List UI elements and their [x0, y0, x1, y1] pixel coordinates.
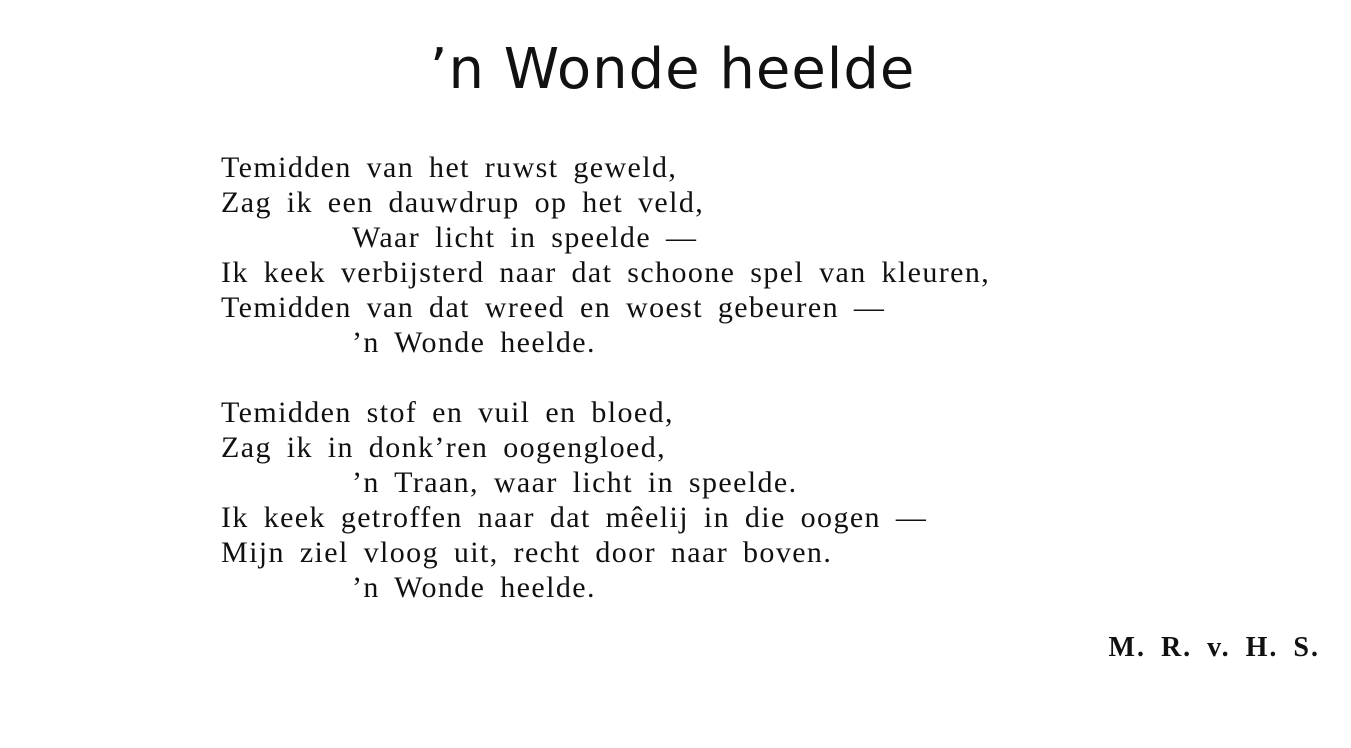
poem-line: Ik keek verbijsterd naar dat schoone spel van kleuren, [221, 256, 991, 289]
poem-line: Zag ik een dauwdrup op het veld, [221, 186, 705, 219]
author-signature: M. R. v. H. S. [1108, 632, 1320, 663]
stanza-2 [221, 395, 990, 605]
stanza-1 [221, 150, 990, 360]
poem-line: Zag ik in donk’ren oogengloed, [221, 431, 667, 464]
poem-line: Mijn ziel vloog uit, recht door naar boven. [221, 536, 833, 569]
poem-line: Temidden van dat wreed en woest gebeuren — [221, 291, 886, 324]
poem-line: Temidden stof en vuil en bloed, [221, 396, 674, 429]
poem-line: Ik keek getroffen naar dat mêelij in die oogen — [221, 501, 928, 534]
poem-line-indented: ’n Traan, waar licht in speelde. [352, 466, 798, 499]
poem-body [221, 150, 990, 605]
poem-line-indented: Waar licht in speelde — [352, 221, 698, 254]
poem-line: Temidden van het ruwst geweld, [221, 151, 678, 184]
poem-title: ’n Wonde heelde [429, 37, 916, 102]
poem-refrain: ’n Wonde heelde. [352, 571, 596, 604]
poem-refrain: ’n Wonde heelde. [352, 326, 596, 359]
